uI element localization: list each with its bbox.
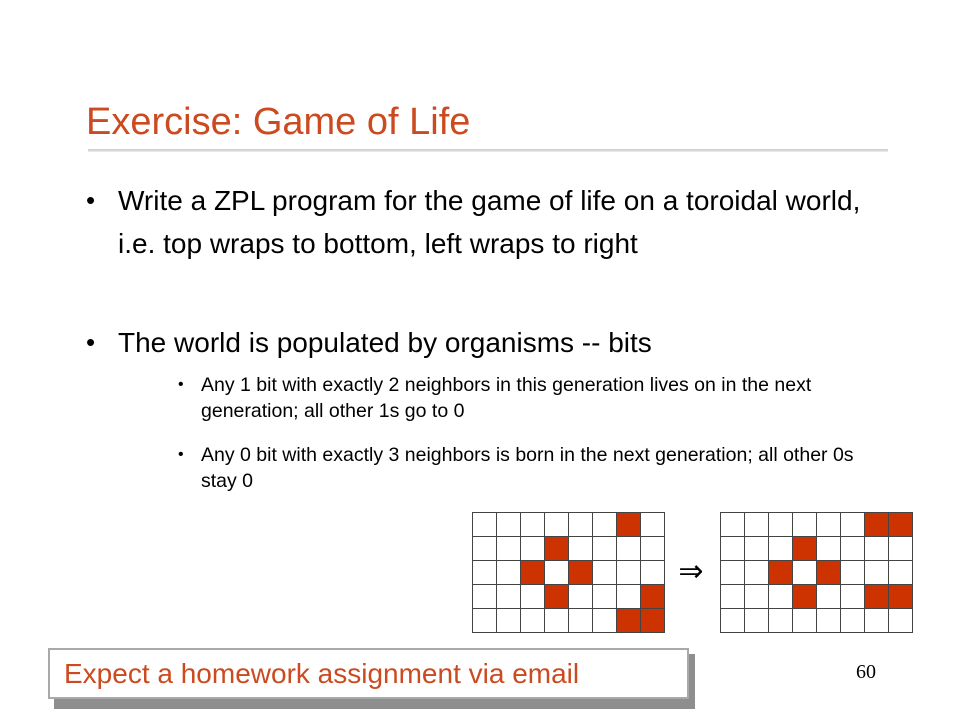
dead-cell [720,608,745,633]
live-cell [888,512,913,537]
dead-cell [888,560,913,585]
dead-cell [592,584,617,609]
dead-cell [840,560,865,585]
dead-cell [864,536,889,561]
dead-cell [744,608,769,633]
dead-cell [592,560,617,585]
dead-cell [720,512,745,537]
live-cell [640,584,665,609]
dead-cell [496,512,521,537]
dead-cell [720,584,745,609]
live-cell [568,560,593,585]
dead-cell [592,536,617,561]
dead-cell [744,512,769,537]
dead-cell [840,608,865,633]
page-number: 60 [856,661,876,683]
dead-cell [792,560,817,585]
dead-cell [544,560,569,585]
live-cell [544,536,569,561]
dead-cell [640,560,665,585]
dead-cell [768,608,793,633]
dead-cell [792,512,817,537]
dead-cell [616,560,641,585]
dead-cell [544,512,569,537]
grid-before [472,512,665,633]
dead-cell [520,512,545,537]
callout-text: Expect a homework assignment via email [64,658,580,689]
dead-cell [640,536,665,561]
bullet-dot: • [86,327,96,357]
sub-bullet-dot: • [178,376,184,393]
live-cell [888,584,913,609]
dead-cell [496,536,521,561]
dead-cell [640,512,665,537]
dead-cell [568,584,593,609]
dead-cell [792,608,817,633]
dead-cell [816,608,841,633]
dead-cell [768,536,793,561]
live-cell [616,512,641,537]
live-cell [816,560,841,585]
dead-cell [840,536,865,561]
slide-title: Exercise: Game of Life [86,101,471,143]
live-cell [864,512,889,537]
dead-cell [496,608,521,633]
dead-cell [568,608,593,633]
dead-cell [816,584,841,609]
bullet-text: The world is populated by organisms -- bits [118,327,652,358]
dead-cell [840,584,865,609]
dead-cell [768,512,793,537]
bullet-text: Write a ZPL program for the game of life on a toroidal world, i.e. top wraps to bottom, left wraps to right [118,185,861,259]
live-cell [616,608,641,633]
dead-cell [568,512,593,537]
live-cell [640,608,665,633]
dead-cell [472,608,497,633]
dead-cell [520,584,545,609]
grid-after [720,512,913,633]
live-cell [864,584,889,609]
dead-cell [720,536,745,561]
dead-cell [744,584,769,609]
dead-cell [472,584,497,609]
dead-cell [496,560,521,585]
dead-cell [816,512,841,537]
sub-bullet-birth-rule [178,442,878,494]
dead-cell [592,608,617,633]
dead-cell [544,608,569,633]
dead-cell [592,512,617,537]
live-cell [792,584,817,609]
bullet-write-program [86,179,886,265]
live-cell [520,560,545,585]
dead-cell [888,536,913,561]
dead-cell [768,584,793,609]
dead-cell [616,584,641,609]
dead-cell [520,608,545,633]
sub-bullet-text: Any 0 bit with exactly 3 neighbors is born in the next generation; all other 0s stay 0 [201,444,854,492]
dead-cell [744,536,769,561]
sub-bullet-survival-rule [178,372,878,424]
bullet-world-populated [86,321,886,364]
sub-bullet-text: Any 1 bit with exactly 2 neighbors in this generation lives on in the next generation; all other 1s go to 0 [201,374,812,422]
dead-cell [472,536,497,561]
live-cell [544,584,569,609]
dead-cell [840,512,865,537]
dead-cell [744,560,769,585]
title-underline [88,149,888,152]
dead-cell [616,536,641,561]
dead-cell [568,536,593,561]
live-cell [792,536,817,561]
dead-cell [496,584,521,609]
dead-cell [520,536,545,561]
dead-cell [472,560,497,585]
next-generation-arrow-icon: ⇒ [678,555,704,588]
dead-cell [888,608,913,633]
dead-cell [816,536,841,561]
dead-cell [720,560,745,585]
homework-callout [48,648,689,699]
bullet-dot: • [86,185,96,215]
sub-bullet-dot: • [178,446,184,463]
dead-cell [472,512,497,537]
dead-cell [864,608,889,633]
dead-cell [864,560,889,585]
live-cell [768,560,793,585]
